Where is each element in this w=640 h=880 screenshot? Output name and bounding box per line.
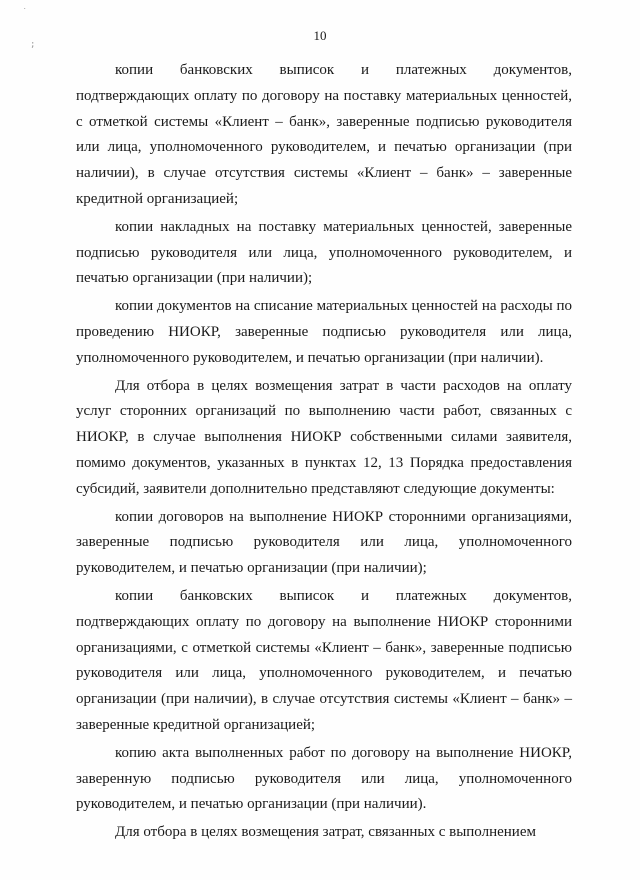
scan-artifact-mark: ˙ xyxy=(22,8,28,18)
page-number: 10 xyxy=(313,28,327,43)
paragraph-third-party-services-intro: Для отбора в целях возмещения затрат в части расходов на оплату услуг сторонних организаций по выполнению части работ, связанных с НИОКР, в случае выполнения НИОКР собственными силами заявителя, помимо документов, указанных в пунктах 12, 13 Порядка предоставления субсидий, заявители дополнительно представляют следующие документы: xyxy=(76,377,572,497)
paragraph-next-section-start: Для отбора в целях возмещения затрат, связанных с выполнением xyxy=(115,824,536,841)
paragraph-write-off-documents: копии документов на списание материальных ценностей на расходы по проведению НИОКР, заверенные подписью руководителя или лица, уполномоченного руководителем, и печатью организации (при наличии). xyxy=(76,298,572,366)
paragraph-bank-statements-supply: копии банковских выписок и платежных документов, подтверждающих оплату по договору на поставку материальных ценностей, с отметкой системы «Клиент – банк», заверенные подписью руководителя или лица, уполномоченного руководителем, и печатью организации (при наличии), в случае отсутствия системы «Клиент – банк» – заверенные кредитной организацией; xyxy=(76,62,572,207)
document-body xyxy=(76,58,572,846)
paragraph-completion-act: копию акта выполненных работ по договору на выполнение НИОКР, заверенную подписью руководителя или лица, уполномоченного руководителем, и печатью организации (при наличии). xyxy=(76,744,572,813)
scan-artifact-mark: ; xyxy=(30,40,36,50)
paragraph-supply-invoices: копии накладных на поставку материальных ценностей, заверенные подписью руководителя или лица, уполномоченного руководителем, и печатью организации (при наличии); xyxy=(76,218,572,287)
paragraph-bank-statements-rnd: копии банковских выписок и платежных документов, подтверждающих оплату по договору на выполнение НИОКР сторонними организациями, с отметкой системы «Клиент – банк», заверенные подписью руководителя или лица, уполномоченного руководителем, и печатью организации (при наличии), в случае отсутствия системы «Клиент – банк» – заверенные кредитной организацией; xyxy=(76,587,572,733)
paragraph-third-party-contracts: копии договоров на выполнение НИОКР сторонними организациями, заверенные подписью руководителя или лица, уполномоченного руководителем, и печатью организации (при наличии); xyxy=(76,508,572,577)
